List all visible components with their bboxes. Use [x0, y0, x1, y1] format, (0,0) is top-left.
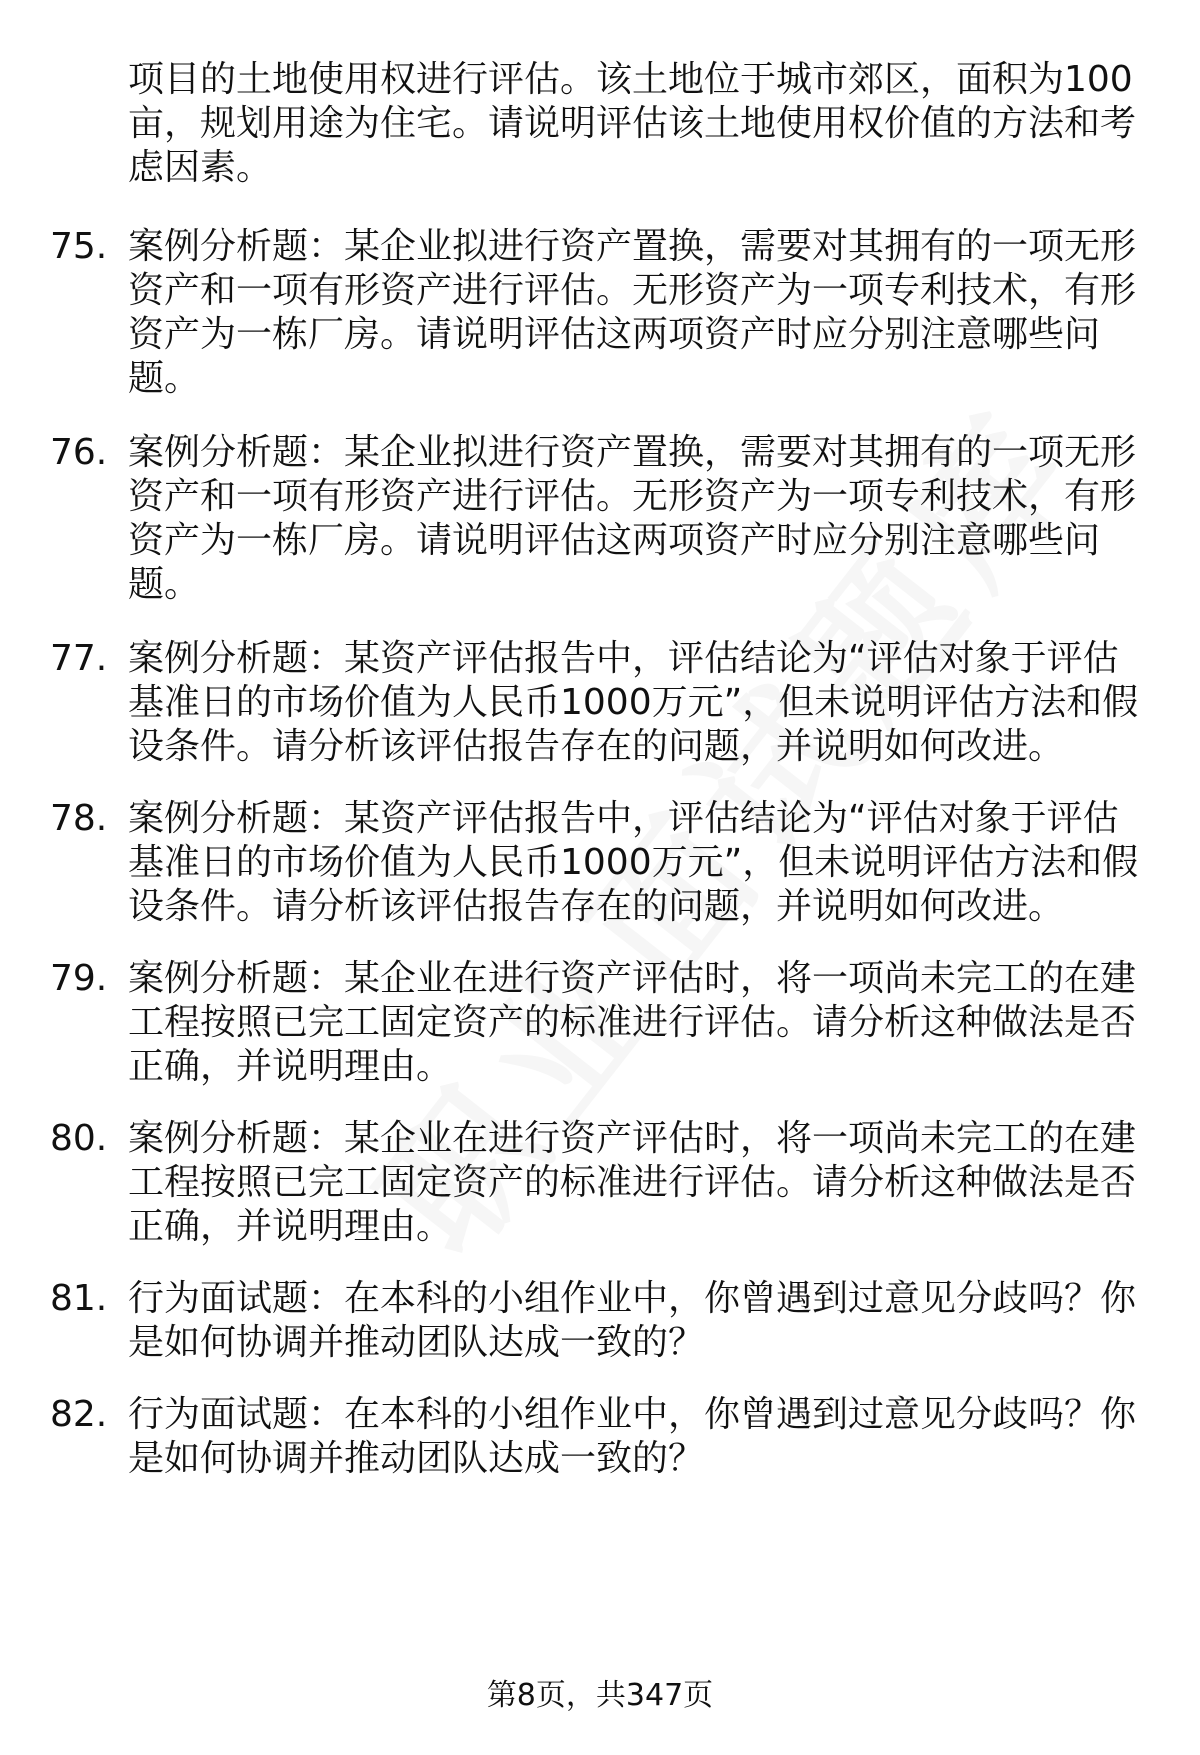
- question-number: 81.: [50, 1278, 108, 1319]
- question-text: 行为面试题：在本科的小组作业中，你曾遇到过意见分歧吗？你是如何协调并推动团队达成一致的？: [128, 1278, 1137, 1363]
- question-number: 80.: [50, 1118, 108, 1159]
- question-number: 77.: [50, 638, 108, 679]
- question-text: 案例分析题：某资产评估报告中，评估结论为“评估对象于评估基准日的市场价值为人民币1000万元”，但未说明评估方法和假设条件。请分析该评估报告存在的问题，并说明如何改进。: [128, 638, 1139, 767]
- continued-paragraph: 项目的土地使用权进行评估。该土地位于城市郊区，面积为100亩，规划用途为住宅。请说明评估该土地使用权价值的方法和考虑因素。: [128, 59, 1137, 188]
- question-text: 案例分析题：某企业拟进行资产置换，需要对其拥有的一项无形资产和一项有形资产进行评估。无形资产为一项专利技术，有形资产为一栋厂房。请说明评估这两项资产时应分别注意哪些问题。: [128, 226, 1137, 399]
- question-text: 案例分析题：某企业在进行资产评估时，将一项尚未完工的在建工程按照已完工固定资产的标准进行评估。请分析这种做法是否正确，并说明理由。: [128, 958, 1137, 1087]
- question-number: 82.: [50, 1394, 108, 1435]
- question-text: 行为面试题：在本科的小组作业中，你曾遇到过意见分歧吗？你是如何协调并推动团队达成一致的？: [128, 1394, 1137, 1479]
- question-text: 案例分析题：某企业在进行资产评估时，将一项尚未完工的在建工程按照已完工固定资产的标准进行评估。请分析这种做法是否正确，并说明理由。: [128, 1118, 1137, 1247]
- question-text: 案例分析题：某资产评估报告中，评估结论为“评估对象于评估基准日的市场价值为人民币1000万元”，但未说明评估方法和假设条件。请分析该评估报告存在的问题，并说明如何改进。: [128, 798, 1139, 927]
- question-number: 79.: [50, 958, 108, 999]
- question-text: 案例分析题：某企业拟进行资产置换，需要对其拥有的一项无形资产和一项有形资产进行评估。无形资产为一项专利技术，有形资产为一栋厂房。请说明评估这两项资产时应分别注意哪些问题。: [128, 432, 1137, 605]
- question-number: 76.: [50, 432, 108, 473]
- page-footer: 第8页，共347页: [486, 1678, 714, 1713]
- question-number: 78.: [50, 798, 108, 839]
- question-number: 75.: [50, 226, 108, 267]
